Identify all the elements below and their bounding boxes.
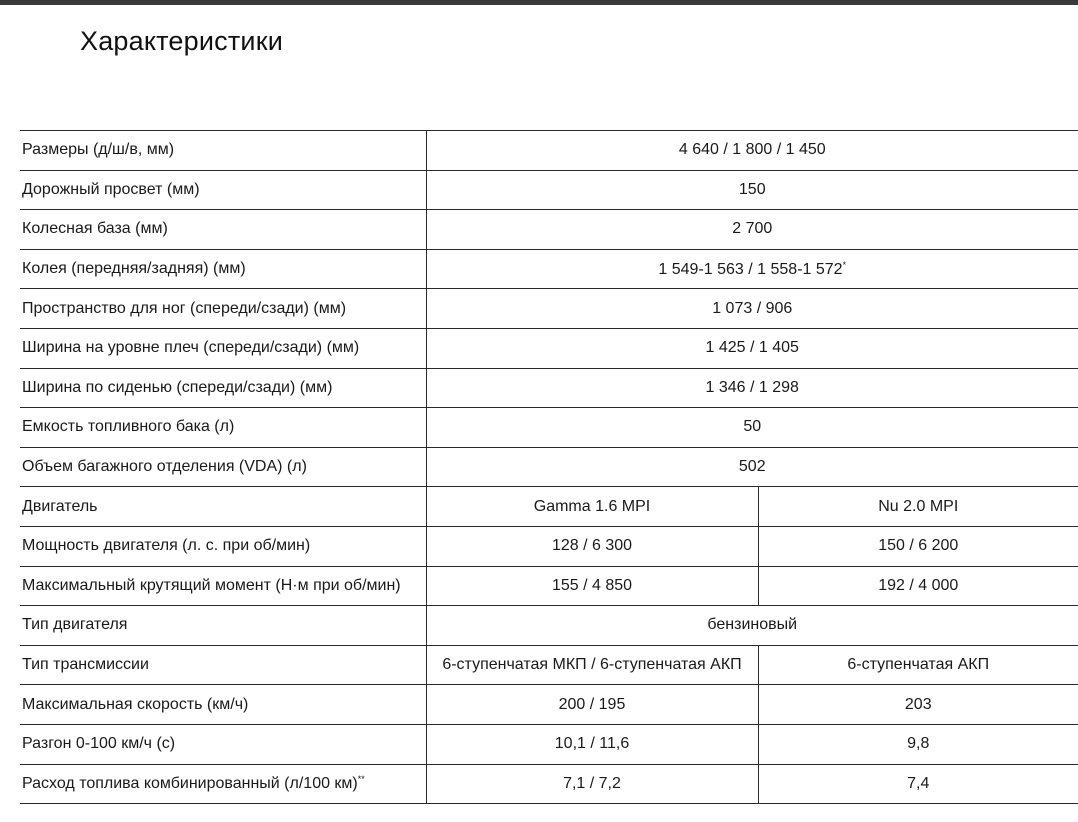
- table-row-wheelbase: [20, 210, 1078, 250]
- table-row-engine: [20, 487, 1078, 527]
- spec-value-engine-2: 150 / 6 200: [758, 526, 1078, 566]
- spec-label: Колесная база (мм): [20, 210, 426, 250]
- spec-label: Максимальная скорость (км/ч): [20, 685, 426, 725]
- table-row-track: [20, 249, 1078, 289]
- footnote-mark: **: [357, 774, 365, 785]
- table-row-ground-clearance: [20, 170, 1078, 210]
- table-row-engine-type: [20, 606, 1078, 646]
- table-row-power: [20, 526, 1078, 566]
- spec-value-engine-2: 6-ступенчатая АКП: [758, 645, 1078, 685]
- spec-label: Ширина на уровне плеч (спереди/сзади) (мм): [20, 328, 426, 368]
- spec-value: 1 073 / 906: [426, 289, 1078, 329]
- spec-label: Тип трансмиссии: [20, 645, 426, 685]
- top-border-strip: [0, 0, 1078, 5]
- table-row-max-speed: [20, 685, 1078, 725]
- table-row-torque: [20, 566, 1078, 606]
- spec-value: 2 700: [426, 210, 1078, 250]
- spec-value-engine-1: 155 / 4 850: [426, 566, 758, 606]
- table-row-seat-width: [20, 368, 1078, 408]
- spec-label: Тип двигателя: [20, 606, 426, 646]
- spec-label: Емкость топливного бака (л): [20, 408, 426, 448]
- table-row-legroom: [20, 289, 1078, 329]
- spec-value: 150: [426, 170, 1078, 210]
- spec-value-engine-1: 7,1 / 7,2: [426, 764, 758, 804]
- spec-value-engine-2: 9,8: [758, 724, 1078, 764]
- spec-value-engine-1: 10,1 / 11,6: [426, 724, 758, 764]
- spec-value: 1 425 / 1 405: [426, 328, 1078, 368]
- spec-label: Расход топлива комбинированный (л/100 км): [22, 775, 358, 793]
- spec-label: Двигатель: [20, 487, 426, 527]
- spec-label: Разгон 0-100 км/ч (с): [20, 724, 426, 764]
- table-row-shoulder-width: [20, 328, 1078, 368]
- spec-label: Пространство для ног (спереди/сзади) (мм): [20, 289, 426, 329]
- spec-value: 1 346 / 1 298: [426, 368, 1078, 408]
- spec-value: бензиновый: [426, 606, 1078, 646]
- spec-label: Колея (передняя/задняя) (мм): [20, 249, 426, 289]
- page-title: Характеристики: [80, 26, 283, 56]
- table-row-transmission: [20, 645, 1078, 685]
- spec-value-engine-1: Gamma 1.6 MPI: [426, 487, 758, 527]
- spec-value-engine-1: 6-ступенчатая МКП / 6-ступенчатая АКП: [426, 645, 758, 685]
- spec-label-cell: [20, 764, 426, 804]
- spec-label: Мощность двигателя (л. с. при об/мин): [20, 526, 426, 566]
- spec-label: Объем багажного отделения (VDA) (л): [20, 447, 426, 487]
- spec-value-engine-2: 192 / 4 000: [758, 566, 1078, 606]
- specifications-table: [20, 130, 1078, 804]
- spec-label: Максимальный крутящий момент (Н·м при об/мин): [20, 566, 426, 606]
- spec-value: 502: [426, 447, 1078, 487]
- spec-value-cell: [426, 249, 1078, 289]
- spec-value-engine-2: 203: [758, 685, 1078, 725]
- spec-label: Дорожный просвет (мм): [20, 170, 426, 210]
- table-row-fuel-tank: [20, 408, 1078, 448]
- table-row-fuel-consumption: [20, 764, 1078, 804]
- spec-value-engine-1: 128 / 6 300: [426, 526, 758, 566]
- spec-value-engine-1: 200 / 195: [426, 685, 758, 725]
- spec-value-engine-2: Nu 2.0 MPI: [758, 487, 1078, 527]
- spec-value-engine-2: 7,4: [758, 764, 1078, 804]
- spec-value: 4 640 / 1 800 / 1 450: [426, 131, 1078, 171]
- table-row-acceleration: [20, 724, 1078, 764]
- footnote-mark: *: [842, 259, 847, 270]
- spec-value: 50: [426, 408, 1078, 448]
- table-row-trunk-volume: [20, 447, 1078, 487]
- spec-label: Размеры (д/ш/в, мм): [20, 131, 426, 171]
- table-row-dimensions: [20, 131, 1078, 171]
- spec-value: 1 549-1 563 / 1 558-1 572: [658, 260, 843, 278]
- spec-label: Ширина по сиденью (спереди/сзади) (мм): [20, 368, 426, 408]
